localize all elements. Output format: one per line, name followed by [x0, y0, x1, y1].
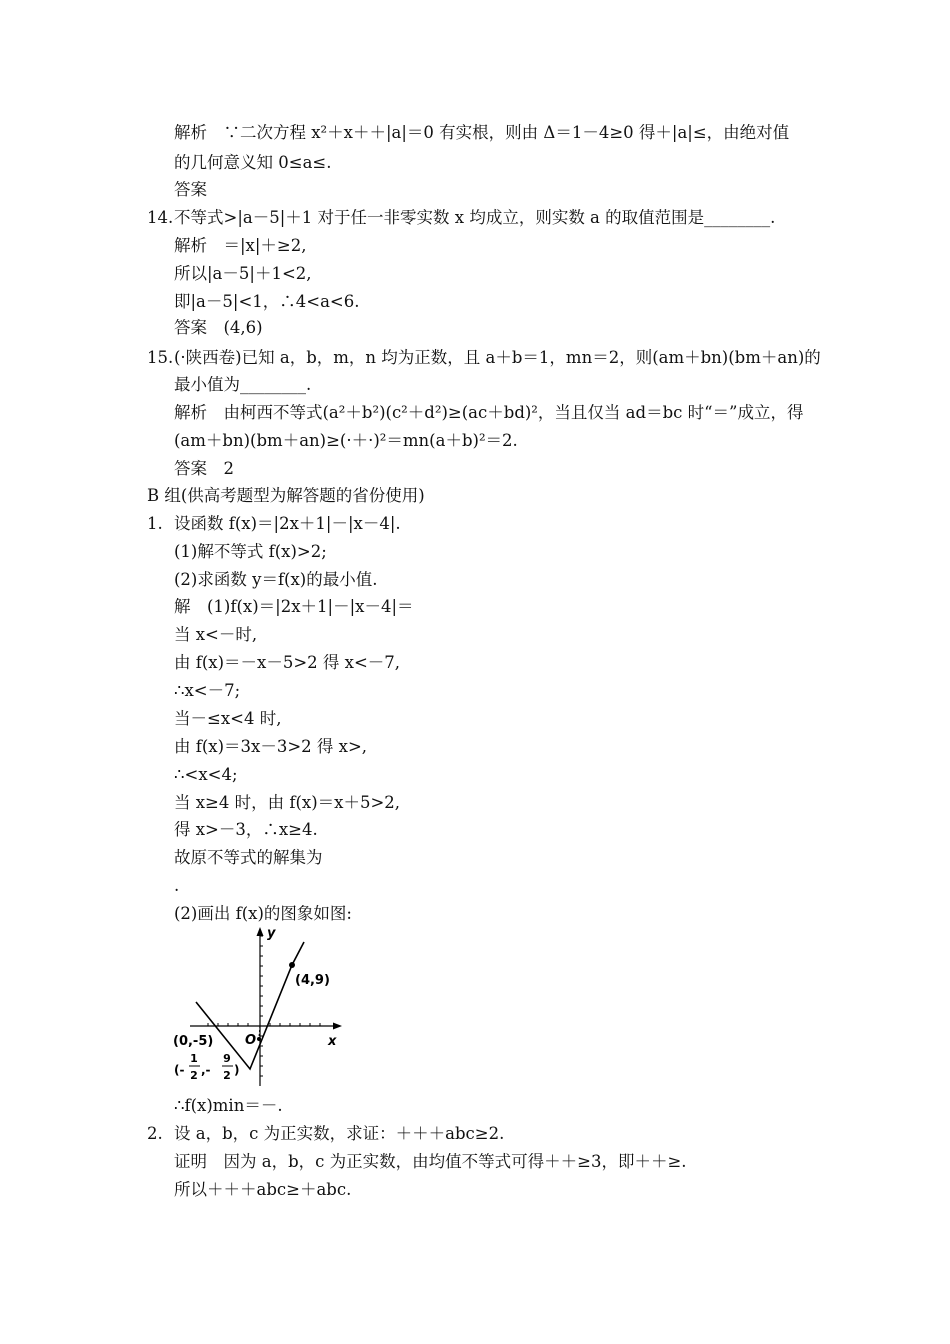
solution-b1-line2: 当 x<－时, — [174, 625, 258, 644]
point-0-neg5-label: (0,-5) — [173, 1034, 214, 1049]
point-4-9-marker — [289, 962, 295, 968]
question-number-15: 15. — [147, 348, 174, 367]
solution-b1-line11: . — [174, 876, 180, 895]
solution-b1-line5: 当－≤x<4 时, — [174, 709, 282, 728]
answer-14: 答案 (4,6) — [174, 318, 263, 337]
question-15-line1: (·陕西卷)已知 a，b，m，n 均为正数，且 a＋b＝1，mn＝2，则(am＋bn)(bm＋an)的 — [174, 348, 821, 367]
question-b1-part2: (2)求函数 y＝f(x)的最小值. — [174, 570, 378, 589]
question-15-line2: 最小值为________. — [174, 375, 312, 394]
question-b1-text: 设函数 f(x)＝|2x＋1|－|x－4|. — [174, 514, 401, 533]
point-0-neg5-marker — [257, 1037, 261, 1041]
question-b1-part1: (1)解不等式 f(x)>2; — [174, 542, 327, 561]
solution-b1-min: ∴f(x)min＝－. — [174, 1096, 283, 1115]
solution-b1-part2: (2)画出 f(x)的图象如图: — [174, 904, 352, 923]
analysis-15-line1: 解析 由柯西不等式(a²＋b²)(c²＋d²)≥(ac＋bd)²，当且仅当 ad＝bc 时“＝”成立，得 — [174, 403, 804, 422]
svg-text:): ) — [234, 1063, 240, 1077]
analysis-14-line2: 所以|a－5|＋1<2, — [174, 264, 312, 283]
svg-text:,-: ,- — [201, 1063, 211, 1077]
solution-b1-line8: 当 x≥4 时，由 f(x)＝x＋5>2, — [174, 793, 401, 812]
x-axis-arrow — [333, 1023, 342, 1030]
question-number-b1: 1. — [147, 514, 163, 533]
answer-13: 答案 — [174, 180, 207, 199]
function-curve — [196, 942, 304, 1069]
point-4-9-label: (4,9) — [295, 973, 330, 988]
answer-15: 答案 2 — [174, 459, 234, 478]
section-b-heading: B 组(供高考题型为解答题的省份使用) — [147, 486, 425, 505]
proof-b2-line2: 所以＋＋＋abc≥＋abc. — [174, 1180, 352, 1199]
svg-text:1: 1 — [190, 1052, 198, 1065]
solution-b1-line1: 解 (1)f(x)＝|2x＋1|－|x－4|＝ — [174, 597, 414, 616]
solution-b1-line3: 由 f(x)＝－x－5>2 得 x<－7, — [174, 653, 401, 672]
solution-b1-line10: 故原不等式的解集为 — [174, 848, 323, 867]
question-number-b2: 2. — [147, 1124, 163, 1143]
origin-label: O — [245, 1033, 257, 1048]
proof-b2-line1: 证明 因为 a，b，c 为正实数，由均值不等式可得＋＋≥3，即＋＋≥. — [174, 1152, 687, 1171]
question-b2-text: 设 a，b，c 为正实数，求证：＋＋＋abc≥2. — [174, 1124, 505, 1143]
solution-b1-line6: 由 f(x)＝3x－3>2 得 x>, — [174, 737, 368, 756]
analysis-13-line2: 的几何意义知 0≤a≤. — [174, 153, 332, 172]
y-axis-label: y — [267, 926, 276, 941]
function-graph — [170, 922, 350, 1092]
svg-text:(-: (- — [174, 1063, 185, 1077]
question-14-text: 不等式>|a－5|＋1 对于任一非零实数 x 均成立，则实数 a 的取值范围是________. — [174, 208, 776, 227]
analysis-14-line1: 解析 ＝|x|＋≥2, — [174, 236, 307, 255]
analysis-15-line2: (am＋bn)(bm＋an)≥(·＋·)²＝mn(a＋b)²＝2. — [174, 431, 518, 450]
solution-b1-line4: ∴x<－7; — [174, 681, 241, 700]
question-number-14: 14. — [147, 208, 174, 227]
y-axis-arrow — [257, 927, 264, 936]
analysis-14-line3: 即|a－5|<1，∴4<a<6. — [174, 292, 360, 311]
vertex-label — [174, 1052, 239, 1082]
x-axis-label: x — [328, 1034, 337, 1049]
svg-text:2: 2 — [223, 1069, 231, 1082]
analysis-13-line1: 解析 ∵二次方程 x²＋x＋＋|a|＝0 有实根，则由 Δ＝1－4≥0 得＋|a|≤，由绝对值 — [174, 123, 790, 142]
svg-text:9: 9 — [223, 1052, 231, 1065]
solution-b1-line7: ∴<x<4; — [174, 765, 238, 784]
solution-b1-line9: 得 x>－3，∴x≥4. — [174, 820, 318, 839]
svg-text:2: 2 — [190, 1069, 198, 1082]
